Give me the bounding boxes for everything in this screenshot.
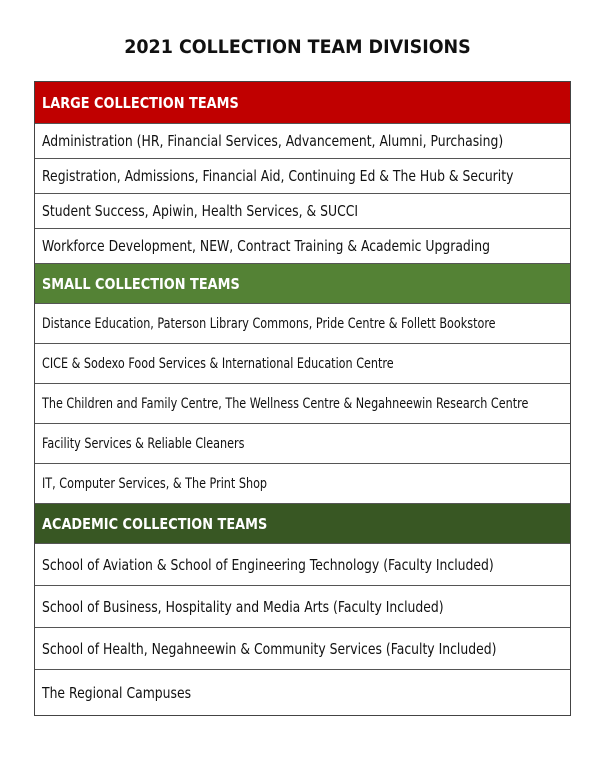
team-division-text: School of Health, Negahneewin & Community Services (Faculty Included) bbox=[42, 639, 497, 658]
team-division-text: Facility Services & Reliable Cleaners bbox=[42, 435, 245, 452]
page-title: 2021 COLLECTION TEAM DIVISIONS bbox=[124, 36, 471, 58]
team-division-text: Student Success, Apiwin, Health Services, & SUCCI bbox=[42, 202, 359, 220]
team-division-text: CICE & Sodexo Food Services & International Education Centre bbox=[42, 355, 394, 372]
team-division-text: The Children and Family Centre, The Wellness Centre & Negahneewin Research Centre bbox=[42, 395, 529, 412]
table-row bbox=[35, 424, 570, 464]
divisions-table bbox=[34, 81, 571, 716]
table-row bbox=[35, 194, 570, 229]
table-row bbox=[35, 344, 570, 384]
section-header-label: SMALL COLLECTION TEAMS bbox=[42, 274, 240, 293]
table-row bbox=[35, 124, 570, 159]
team-division-text: School of Aviation & School of Engineering Technology (Faculty Included) bbox=[42, 555, 494, 574]
team-division-text: The Regional Campuses bbox=[42, 683, 192, 702]
section-header-small bbox=[35, 264, 570, 304]
table-row bbox=[35, 464, 570, 504]
team-division-text: IT, Computer Services, & The Print Shop bbox=[42, 475, 268, 492]
section-header-label: LARGE COLLECTION TEAMS bbox=[42, 93, 239, 112]
table-row bbox=[35, 586, 570, 628]
section-header-academic bbox=[35, 504, 570, 544]
team-division-text: Registration, Admissions, Financial Aid, Continuing Ed & The Hub & Security bbox=[42, 167, 514, 185]
table-row bbox=[35, 159, 570, 194]
section-header-large bbox=[35, 82, 570, 124]
table-row bbox=[35, 229, 570, 264]
team-division-text: Distance Education, Paterson Library Commons, Pride Centre & Follett Bookstore bbox=[42, 315, 496, 332]
section-header-label: ACADEMIC COLLECTION TEAMS bbox=[42, 514, 268, 533]
team-division-text: Administration (HR, Financial Services, Advancement, Alumni, Purchasing) bbox=[42, 132, 504, 150]
table-row bbox=[35, 628, 570, 670]
table-row bbox=[35, 544, 570, 586]
table-row bbox=[35, 670, 570, 715]
team-division-text: Workforce Development, NEW, Contract Training & Academic Upgrading bbox=[42, 237, 490, 255]
table-row bbox=[35, 384, 570, 424]
team-division-text: School of Business, Hospitality and Media Arts (Faculty Included) bbox=[42, 597, 444, 616]
table-row bbox=[35, 304, 570, 344]
